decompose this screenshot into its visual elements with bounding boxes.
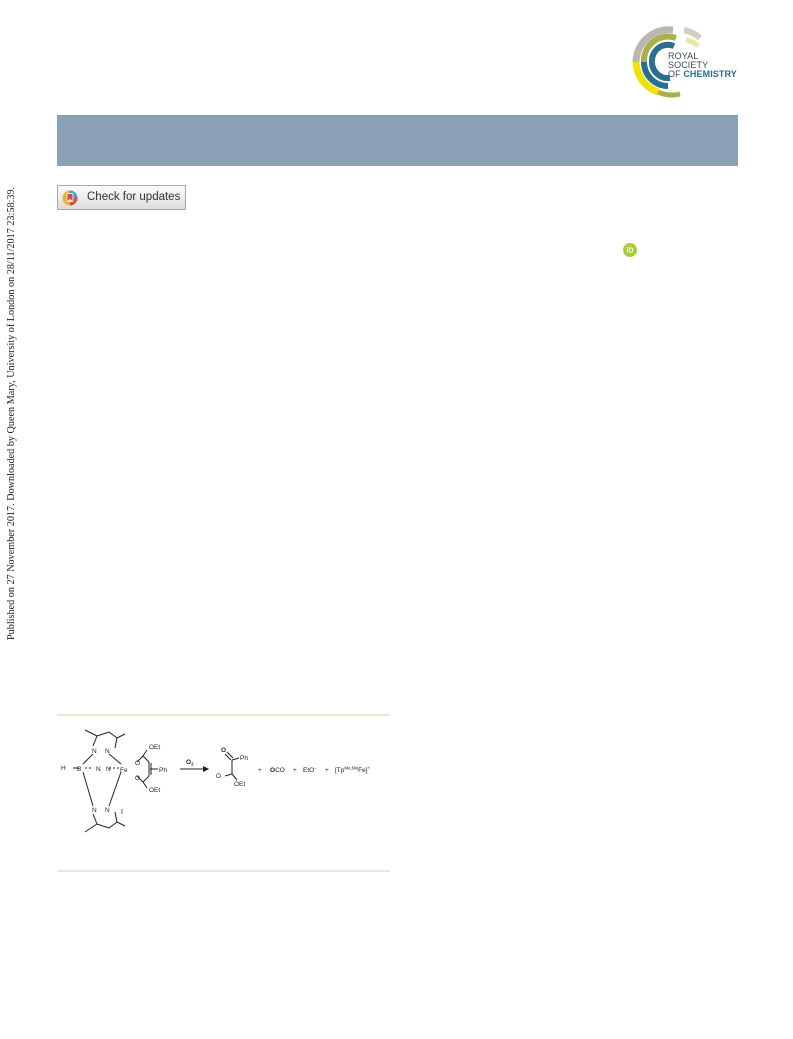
logo-chemistry: CHEMISTRY: [683, 69, 737, 79]
product-eto-charge: −: [314, 765, 317, 771]
reaction-scheme: [57, 720, 390, 860]
product-ethoxide: [303, 766, 317, 775]
product-co2-o: O: [270, 767, 276, 774]
product-co2-rest: CO: [275, 767, 285, 774]
atom-o-4: O: [216, 773, 222, 780]
group-oet-2: OEt: [149, 787, 161, 794]
group-ph-2: Ph: [240, 755, 248, 762]
crossmark-icon: [62, 190, 78, 206]
rsc-logo: [628, 24, 740, 98]
reagent-sub: 2: [191, 761, 194, 767]
logo-line-1: ROYAL SOCIETY: [668, 51, 709, 70]
atom-n-4: N: [106, 766, 111, 773]
complex-label: I: [121, 809, 123, 816]
check-for-updates-button[interactable]: [57, 185, 186, 210]
reaction-scheme-graphic: [57, 720, 390, 860]
check-for-updates-label: Check for updates: [87, 191, 181, 203]
scheme-top-rule: [57, 714, 390, 716]
atom-o-1: O: [135, 760, 141, 767]
plus-1: +: [258, 767, 262, 774]
atom-b: B: [77, 766, 82, 773]
logo-line-2: [668, 70, 740, 79]
plus-3: +: [325, 767, 329, 774]
atom-n-1: N: [92, 748, 97, 755]
product-tp-sup: Me,Me: [344, 765, 359, 771]
product-iron-complex: [335, 766, 371, 775]
reagent-o: O: [186, 759, 192, 766]
rsc-wordmark: [668, 52, 740, 79]
logo-of: OF: [668, 69, 681, 79]
atom-n-2: N: [105, 748, 110, 755]
atom-n-6: N: [105, 807, 110, 814]
atom-n-5: N: [92, 807, 97, 814]
product-tp-charge: +: [367, 765, 371, 771]
product-tp-open: [Tp: [335, 767, 345, 774]
journal-header-bar: [57, 115, 738, 166]
atom-o-2: O: [135, 775, 141, 782]
plus-2: +: [293, 767, 297, 774]
reagent-o2: [186, 759, 194, 767]
atom-fe: Fe: [120, 767, 128, 774]
publication-side-note: [4, 163, 20, 643]
product-tp-rest: Fe]: [358, 767, 368, 774]
atom-o-3: O: [221, 747, 227, 754]
product-co2: [270, 767, 285, 774]
group-oet-1: OEt: [149, 744, 161, 751]
orcid-icon[interactable]: [623, 243, 637, 257]
atom-n-3: N: [96, 766, 101, 773]
atom-h: H: [61, 765, 66, 772]
scheme-bottom-rule: [57, 870, 390, 872]
group-oet-3: OEt: [234, 781, 246, 788]
orcid-text: iD: [626, 247, 634, 255]
side-note-text: Published on 27 November 2017. Downloaded by Queen Mary, University of London on 28/11/2017 23:58:39.: [6, 186, 17, 640]
product-eto: EtO: [303, 767, 315, 774]
group-ph-1: Ph: [159, 767, 167, 774]
